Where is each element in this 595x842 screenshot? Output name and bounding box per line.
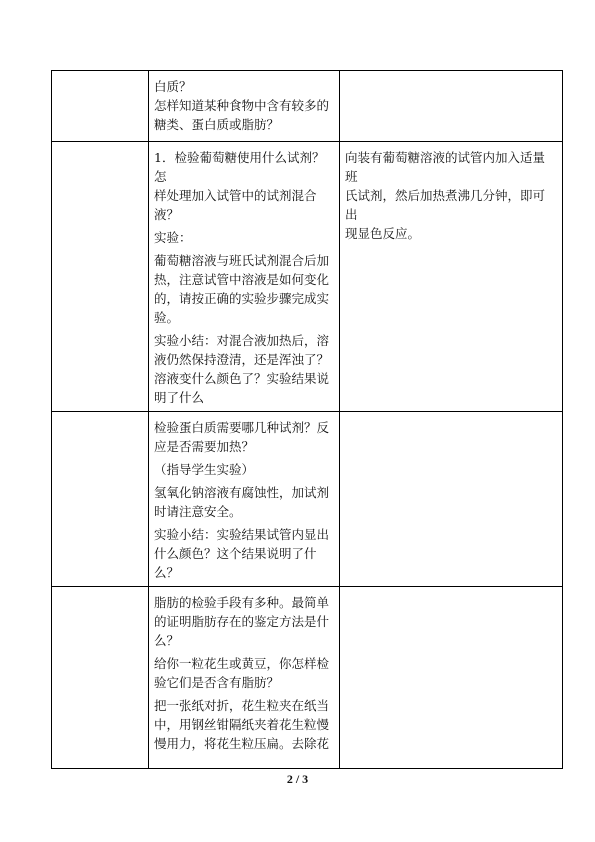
cell-line: 把一张纸对折，花生粒夹在纸当	[154, 698, 330, 713]
row4-col3-cell	[340, 587, 563, 769]
cell-line: 怎样知道某种食物中含有较多的	[154, 98, 330, 113]
cell-line: 实验小结：实验结果试管内显出	[154, 527, 330, 542]
cell-line: 现显色反应。	[345, 226, 421, 241]
row1-col2-cell	[149, 71, 340, 142]
row2-col1-cell	[52, 142, 149, 412]
cell-line: 向装有葡萄糖溶液的试管内加入适量班	[345, 150, 546, 184]
table-row	[52, 142, 563, 412]
cell-line: 的证明脂肪存在的鉴定方法是什	[154, 614, 330, 629]
cell-line: 氏试剂，然后加热煮沸几分钟，即可出	[345, 188, 546, 222]
cell-line: 白质？	[154, 79, 192, 94]
cell-line: （指导学生实验）	[154, 462, 255, 477]
cell-line: 液？	[154, 207, 180, 222]
row4-col2-cell	[149, 587, 340, 769]
cell-line: 溶液变什么颜色了？实验结果说	[154, 371, 330, 386]
cell-line: 实验：	[154, 230, 192, 245]
row2-col3-cell	[340, 142, 563, 412]
cell-line: 慢用力，将花生粒压扁。去除花	[154, 736, 330, 751]
table-row	[52, 71, 563, 142]
cell-line: 液仍然保持澄清，还是浑浊了？	[154, 352, 330, 367]
cell-line: 氢氧化钠溶液有腐蚀性，加试剂	[154, 485, 330, 500]
table-row	[52, 587, 563, 769]
row1-col1-cell	[52, 71, 149, 142]
cell-line: 的，请按正确的实验步骤完成实	[154, 291, 330, 306]
lesson-table	[51, 70, 563, 769]
row2-col2-cell	[149, 142, 340, 412]
cell-line: 脂肪的检验手段有多种。最简单	[154, 595, 330, 610]
row3-col3-cell	[340, 412, 563, 587]
cell-line: 检验蛋白质需要哪几种试剂？反	[154, 420, 330, 435]
row3-col1-cell	[52, 412, 149, 587]
row4-col1-cell	[52, 587, 149, 769]
cell-line: 葡萄糖溶液与班氏试剂混合后加	[154, 253, 330, 268]
cell-line: 实验小结：对混合液加热后，溶	[154, 333, 330, 348]
cell-line: 时请注意安全。	[154, 504, 242, 519]
cell-line: 验。	[154, 310, 180, 325]
cell-line: 给你一粒花生或黄豆，你怎样检	[154, 656, 330, 671]
cell-line: 么？	[154, 565, 180, 580]
cell-line: 验它们是否含有脂肪？	[154, 675, 280, 690]
cell-line: 1．检验葡萄糖使用什么试剂？怎	[154, 150, 325, 184]
cell-line: 样处理加入试管中的试剂混合	[154, 188, 317, 203]
cell-line: 中，用钢丝钳隔纸夹着花生粒慢	[154, 717, 330, 732]
cell-line: 热，注意试管中溶液是如何变化	[154, 272, 330, 287]
row1-col3-cell	[340, 71, 563, 142]
cell-line: 什么颜色？这个结果说明了什	[154, 546, 317, 561]
cell-line: 应是否需要加热？	[154, 439, 255, 454]
table-row	[52, 412, 563, 587]
page-number: 2 / 3	[286, 772, 309, 786]
cell-line: 明了什么	[154, 390, 205, 405]
cell-line: 糖类、蛋白质或脂肪？	[154, 117, 280, 132]
cell-line: 么？	[154, 633, 180, 648]
row3-col2-cell	[149, 412, 340, 587]
